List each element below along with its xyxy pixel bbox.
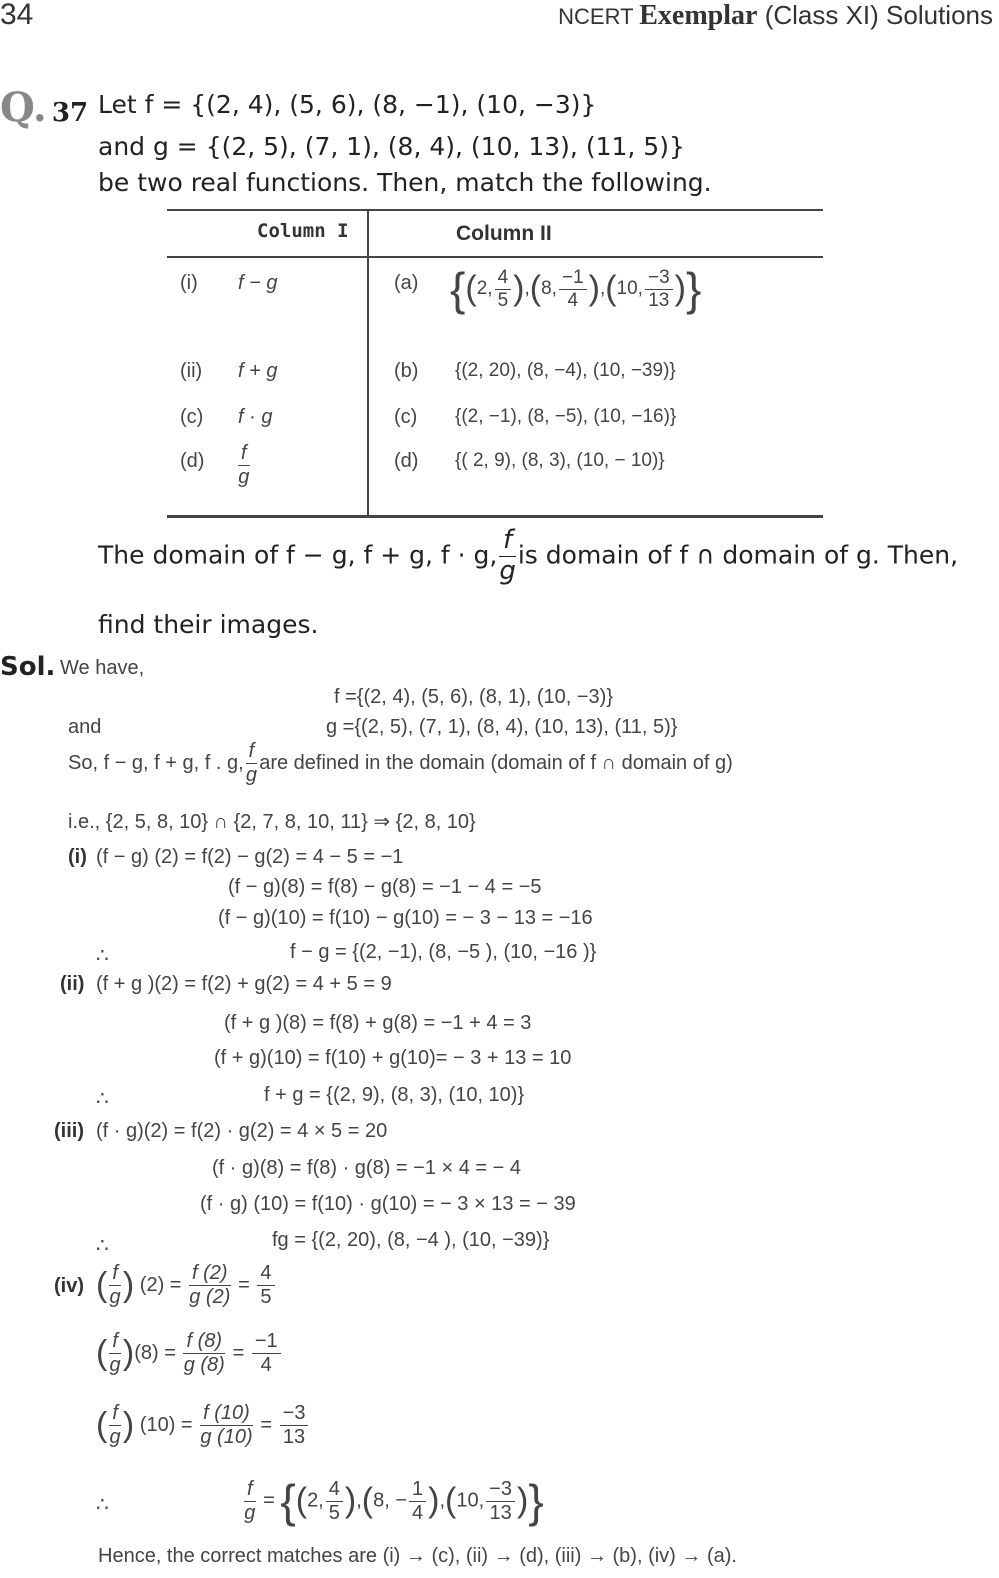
part-iv-n1: f (2) [189,1262,231,1286]
table-bottom-rule [167,515,823,518]
a-frac3-den: 13 [648,289,670,311]
part-iii-label: (iii) [54,1120,84,1142]
part-ii-line-1: (f + g )(2) = f(2) + g(2) = 4 + 5 = 9 [96,973,392,995]
so-line-a: So, f − g, f + g, f . g, [68,751,244,774]
final-n2: 1 [409,1478,426,1502]
part-iv-fd: g [244,1501,256,1524]
domain-sentence-line-2: find their images. [98,610,319,639]
running-header [558,0,993,32]
option-a-expr: {(2, $\frac{4}{5}$ ),(8, $\frac{-1}{4}$ ),(10, $\frac{-3}{13}$ )} [450,263,702,315]
part-iii-result: fg = {(2, 20), (8, −4 ), (10, −39)} [272,1229,550,1251]
part-iv-arg-3: (10) = [139,1413,193,1436]
table-top-rule [167,209,823,211]
row-1-expr: f − g [238,272,278,294]
option-c-label: (c) [394,406,418,428]
question-label [0,84,88,131]
part-ii-therefore: ∴ [96,1088,109,1110]
domain-frac-den: g [499,555,516,586]
domain-frac-num: f [499,526,516,557]
a-frac1-den: 5 [497,289,509,311]
row-3-expr: f · g [238,406,273,428]
part-iv-arg-2: (8) = [134,1341,176,1364]
part-iv-arg-1: (2) = [139,1273,182,1296]
part-i-line-1: (f − g) (2) = f(2) − g(2) = 4 − 5 = −1 [96,846,404,868]
final-d1: 5 [328,1501,340,1524]
option-c-expr: {(2, −1), (8, −5), (10, −16)} [455,406,677,427]
domain-part-2: is domain of f ∩ domain of g. Then, [517,540,959,570]
row-4-expr: $\frac{f}{g}$ [238,442,250,488]
part-iv-d2: g (8) [183,1354,225,1376]
a-frac1-num: 4 [495,267,512,290]
column-1-header: Column I [257,220,349,242]
a-frac2-den: 4 [567,289,579,311]
final-d3: 13 [489,1501,512,1524]
part-iv-r2n: −1 [252,1330,281,1354]
row-4-label: (d) [180,450,205,472]
part-iii-line-2: (f · g)(8) = f(8) · g(8) = −1 × 4 = − 4 [212,1157,522,1179]
part-iv-n2: f (8) [183,1330,225,1354]
a-frac2-num: −1 [559,267,587,290]
question-line-1: Let f = {(2, 4), (5, 6), (8, −1), (10, −3)} [98,90,597,119]
page-number: 34 [0,0,34,31]
row-3-label: (c) [180,406,204,428]
so-line: So, f − g, f + g, f . g, $\frac{f}{g}$ are defined in the domain (domain of f ∩ domain of g) [68,740,733,786]
part-iv-fn: f [244,1478,256,1502]
g-definition: g ={(2, 5), (7, 1), (8, 4), (10, 13), (11, 5)} [326,716,678,738]
part-iv-therefore: ∴ [96,1494,109,1516]
part-iv-line-3: ( $\frac{f}{g}$ ) (10) = $\frac{f (10)}{g (10)}$ = $\frac{-3}{13}$ [96,1402,310,1449]
question-number: 37 [51,98,89,128]
part-iv-r3n: −3 [280,1402,309,1426]
part-i-therefore: ∴ [96,945,109,967]
conclusion: Hence, the correct matches are (i) → (c), (ii) → (d), (iii) → (b), (iv) → (a). [98,1545,737,1567]
ie-line: i.e., {2, 5, 8, 10} ∩ {2, 7, 8, 10, 11} ⇒ {2, 8, 10} [68,811,476,833]
f-definition: f ={(2, 4), (5, 6), (8, 1), (10, −3)} [334,686,614,708]
so-line-b: are defined in the domain (domain of f ∩ domain of g) [259,751,733,774]
column-2-header: Column II [456,222,552,245]
part-iv-result: $\frac{f}{g}$ = {(2, $\frac{4}{5}$ ),(8, − $\frac{1}{4}$ ),(10, $\frac{-3}{13}$ )} [244,1475,544,1527]
part-i-result: f − g = {(2, −1), (8, −5 ), (10, −16 )} [290,941,597,963]
part-iv-r1n: 4 [257,1262,274,1286]
option-b-label: (b) [394,360,419,382]
option-b-expr: {(2, 20), (8, −4), (10, −39)} [455,360,676,381]
option-d-expr: {( 2, 9), (8, 3), (10, − 10)} [455,450,665,471]
a-frac3-num: −3 [645,267,673,290]
question-line-2: and g = {(2, 5), (7, 1), (8, 4), (10, 13), (11, 5)} [98,132,685,161]
table-column-divider [367,209,369,516]
part-i-label: (i) [68,846,87,868]
domain-sentence [98,526,958,587]
part-iv-line-1: ( $\frac{f}{g}$ ) (2) = $\frac{f (2)}{g (2)}$ = $\frac{4}{5}$ [96,1262,277,1309]
final-p2: 8, − [373,1489,408,1512]
row-2-label: (ii) [180,360,203,382]
option-d-label: (d) [394,450,419,472]
part-iv-d3: g (10) [200,1426,253,1448]
part-ii-line-3: (f + g)(10) = f(10) + g(10)= − 3 + 13 = 10 [214,1047,572,1069]
part-iv-label: (iv) [54,1275,84,1297]
part-ii-line-2: (f + g )(8) = f(8) + g(8) = −1 + 4 = 3 [224,1012,532,1034]
part-iii-line-1: (f · g)(2) = f(2) · g(2) = 4 × 5 = 20 [96,1120,388,1142]
part-iv-r1d: 5 [260,1286,272,1308]
part-i-line-2: (f − g)(8) = f(8) − g(8) = −1 − 4 = −5 [228,876,542,898]
part-iv-line-2: ( $\frac{f}{g}$ )(8) = $\frac{f (8)}{g (8)}$ = $\frac{-1}{4}$ [96,1330,283,1377]
header-suffix: (Class XI) Solutions [757,0,993,30]
part-iii-line-3: (f · g) (10) = f(10) · g(10) = − 3 × 13 = − 39 [200,1193,576,1215]
row-2-expr: f + g [238,360,278,382]
final-d2: 4 [412,1501,424,1524]
part-iv-n3: f (10) [200,1402,253,1426]
part-ii-result: f + g = {(2, 9), (8, 3), (10, 10)} [264,1084,525,1106]
part-iv-r2d: 4 [260,1354,272,1376]
domain-part-1: The domain of f − g, f + g, f · g, [98,540,498,570]
part-iv-d1: g (2) [189,1286,231,1308]
final-n1: 4 [326,1478,343,1502]
final-n3: −3 [486,1478,515,1502]
header-prefix: NCERT [558,4,640,29]
q-marker: Q. [0,84,47,131]
option-a-label: (a) [394,272,419,294]
we-have: We have, [60,657,145,679]
question-line-3: be two real functions. Then, match the following. [98,168,712,197]
part-iii-therefore: ∴ [96,1235,109,1257]
table-header-rule [167,256,823,258]
part-i-line-3: (f − g)(10) = f(10) − g(10) = − 3 − 13 = −16 [218,907,593,929]
and-word: and [68,716,102,738]
header-bold: Exemplar [639,0,758,31]
solution-label: Sol. [0,652,56,682]
part-iv-r3d: 13 [282,1426,306,1448]
row-1-label: (i) [180,272,198,294]
part-ii-label: (ii) [60,973,85,995]
